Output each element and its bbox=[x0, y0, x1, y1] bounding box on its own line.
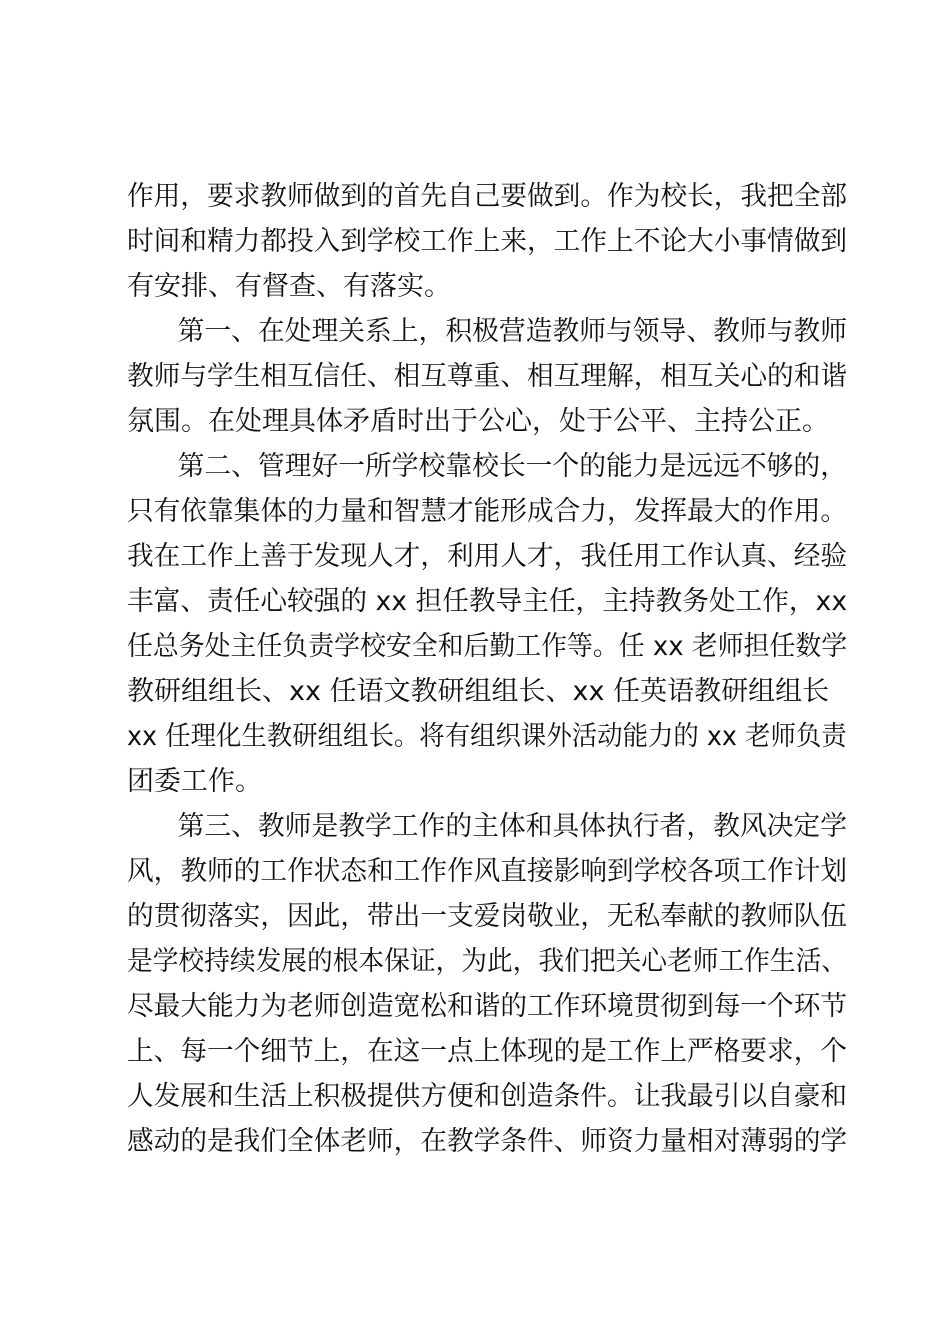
text-line: 人发展和生活上积极提供方便和创造条件。让我最引以自豪和 bbox=[127, 1081, 848, 1112]
paragraph-first-line: 第二、管理好一所学校靠校长一个的能力是远远不够的， bbox=[177, 451, 847, 482]
text-line: 感动的是我们全体老师，在教学条件、师资力量相对薄弱的学 bbox=[127, 1126, 848, 1157]
text-line: 的贯彻落实，因此，带出一支爱岗敬业，无私奉献的教师队伍 bbox=[127, 901, 848, 932]
text-line: 任总务处主任负责学校安全和后勤工作等。任 xx 老师担任数学 bbox=[127, 631, 848, 662]
text-line: 教师与学生相互信任、相互尊重、相互理解，相互关心的和谐 bbox=[127, 361, 848, 392]
text-line: 有安排、有督查、有落实。 bbox=[127, 271, 451, 302]
text-line: 尽最大能力为老师创造宽松和谐的工作环境贯彻到每一个环节 bbox=[127, 991, 848, 1022]
text-line: 是学校持续发展的根本保证，为此，我们把关心老师工作生活、 bbox=[127, 946, 848, 977]
paragraph-first-line: 第一、在处理关系上，积极营造教师与领导、教师与教师 bbox=[177, 316, 847, 347]
text-line: 时间和精力都投入到学校工作上来，工作上不论大小事情做到 bbox=[127, 226, 848, 257]
paragraph-first-line: 第三、教师是教学工作的主体和具体执行者，教风决定学 bbox=[177, 811, 847, 842]
text-line: 我在工作上善于发现人才，利用人才，我任用工作认真、经验 bbox=[127, 541, 848, 572]
text-line: 氛围。在处理具体矛盾时出于公心，处于公平、主持公正。 bbox=[127, 406, 829, 437]
text-line: 丰富、责任心较强的 xx 担任教导主任，主持教务处工作，xx bbox=[127, 586, 848, 617]
text-line: 作用，要求教师做到的首先自己要做到。作为校长，我把全部 bbox=[127, 181, 848, 212]
text-line: 上、每一个细节上，在这一点上体现的是工作上严格要求，个 bbox=[127, 1036, 848, 1067]
text-line: 团委工作。 bbox=[127, 766, 262, 797]
text-line: xx 任理化生教研组组长。将有组织课外活动能力的 xx 老师负责 bbox=[127, 721, 847, 752]
body-text bbox=[127, 174, 847, 1164]
text-line: 风，教师的工作状态和工作作风直接影响到学校各项工作计划 bbox=[127, 856, 848, 887]
text-line: 只有依靠集体的力量和智慧才能形成合力，发挥最大的作用。 bbox=[127, 496, 848, 527]
text-line: 教研组组长、xx 任语文教研组组长、xx 任英语教研组组长 bbox=[127, 676, 830, 707]
